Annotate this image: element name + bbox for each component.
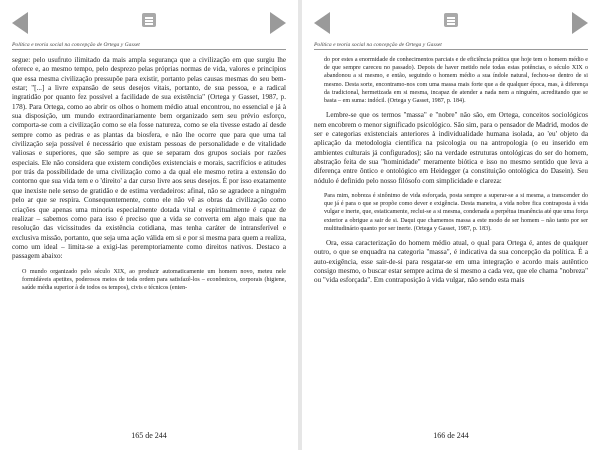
- running-header: Política e teoria social na concepção de Ortega y Gasset: [314, 42, 442, 48]
- header-rule: [314, 49, 588, 50]
- block-quote: do por estes a enormidade de conhecimentos parciais e de eficiência prática que hoje tem o homem médio e de que sempre careceu no passado). Depois de haver metido nele todas estas potências, o século XIX o abandonou a si mesmo, e então, seguindo o homem médio a sua índole natural, fechou-se dentro de si mesmo. Desta sorte, encontramo-nos com uma massa mais forte que a de qualquer época, mas, à diferença da tradicional, hermetizada em si mesma, incapaz de atender a nada nem a ninguém, acreditando que se basta – em suma: indócil. (Ortega y Gasset, 1987, p. 184).: [324, 57, 588, 105]
- previous-page-icon[interactable]: [12, 12, 28, 34]
- menu-icon[interactable]: [142, 13, 156, 27]
- next-page-icon[interactable]: [270, 12, 286, 34]
- next-page-icon[interactable]: [572, 12, 588, 34]
- page-body: [12, 56, 286, 298]
- menu-icon[interactable]: [444, 13, 458, 27]
- right-page: [302, 0, 600, 450]
- previous-page-icon[interactable]: [314, 12, 330, 34]
- page-number: 165 de 244: [131, 431, 167, 440]
- body-paragraph: segue: pelo usufruto ilimitado da mais ampla segurança que a civilização em que surgiu lhe oferece e, ao mesmo tempo, pelo desprezo pelas próprias normas de vida, valores e princípios que essa mesma civilização pressupõe para existir, portanto pelas causas mesmas do seu bem-estar; "[...] a livre expansão de seus desejos vitais, portanto, de sua pessoa, e a radical ingratidão por quanto fez possível a facilidade de sua existência" (Ortega y Gasset, 1987, p. 178). Para Ortega, como ao abrir os olhos o homem médio atual encontrou, no essencial e já à sua disposição, um mundo extraordinariamente bem organizado sem seu prévio esforço, comporta-se com a civilização como se ela fosse natureza, como se ela tivesse estado aí desde sempre como as pedras e as plantas da biosfera, e não lhe ocorre que para que uma tal civilização seja possível é necessário que existam pessoas de personalidade e de vitalidade valiosas e superiores, que são sempre as que se separam dos grupos sociais por razões especiais. Ele não considera que existem condições existenciais e morais, sacrifícios e atitudes por trás da possibilidade de uma civilização como a da qual ele mesmo retira a extensão do contorno que sua vida tem e o 'direito' a dar curso livre aos seus desejos. É por isso exatamente que inexiste nele senso de gratidão e de estima verdadeiros: afinal, não se agradece a ninguém pelo ar que se respira. Consequentemente, como ele não vê as obras da civilização como criações que apenas uma minoria especialmente dotada vital e espiritualmente é capaz de realizar – sabemos como para isso é preciso que a vida se converta em algo mais que na resolução das vicissitudes da existência cotidiana, mas tenha caráter de intransferível e exclusiva missão, portanto, que seja uma ação válida em si e por si mesma para quem a realiza, como um ideal – limita-se a exigi-las peremptoriamente como direitos nativos. Destaco a passagem abaixo:: [12, 56, 286, 261]
- block-quote: Para mim, nobreza é sinônimo de vida esforçada, posta sempre a superar-se a si mesma, a transcender do que já é para o que se propõe como dever e exigência. Desta maneira, a vida nobre fica contraposta à vida vulgar e inerte, que, estaticamente, reclui-se a si mesma, condenada a perpétua imanência até que uma força exterior a obrigue a sair de si. Daqui que chamemos massa a este modo de ser homem – não tanto por ser multitudinário quanto por ser inerte. (Ortega y Gasset, 1987, p. 183).: [324, 192, 588, 232]
- block-quote: O mundo organizado pelo século XIX, ao produzir automaticamente um homem novo, meteu nele formidáveis apetites, poderosos meios de toda ordem para satisfazê-los – econômicos, corporais (higiene, saúde média superior à de todos os tempos), civis e técnicos (enten-: [22, 268, 286, 291]
- left-page: [0, 0, 298, 450]
- body-paragraph: Lembre-se que os termos "massa" e "nobre" não são, em Ortega, conceitos sociológicos nem encobrem o menor significado psicológico. São sim, para o pensador de Madrid, modos de ser e categorias existenciais anteriores à individualidade humana isolada, ao 'eu' objeto da aplicação da metodologia científica na psicologia ou na antropologia (o eu inserido em ambientes culturais já configurados); são na verdade estruturas ontológicas do ser do homem, abstração feita de sua "hominidade" meramente biótica e isso no mesmo sentido que leva a diferença entre ôntico e ontológico em Heidegger (a constituição ontológica do Dasein). Seu nódulo é definido pelo nosso filósofo com simplicidade e clareza:: [314, 111, 588, 185]
- header-rule: [12, 49, 286, 50]
- page-body: [314, 56, 588, 292]
- page-number: 166 de 244: [433, 431, 469, 440]
- body-paragraph: Ora, essa caracterização do homem médio atual, o qual para Ortega é, antes de qualquer outro, o que se enquadra na categoria "massa", é indicativa da sua concepção da política. É a auto-exigência, esse sair-de-si para resgatar-se em uma integração e acordo mais autêntico consigo mesmo, o buscar estar sempre acima de si mesmo a cada vez, que ele chama "nobreza" ou "vida esforçada". Em contraposição à vida vulgar, não sendo esta mais: [314, 238, 588, 285]
- running-header: Política e teoria social na concepção de Ortega y Gasset: [12, 42, 140, 48]
